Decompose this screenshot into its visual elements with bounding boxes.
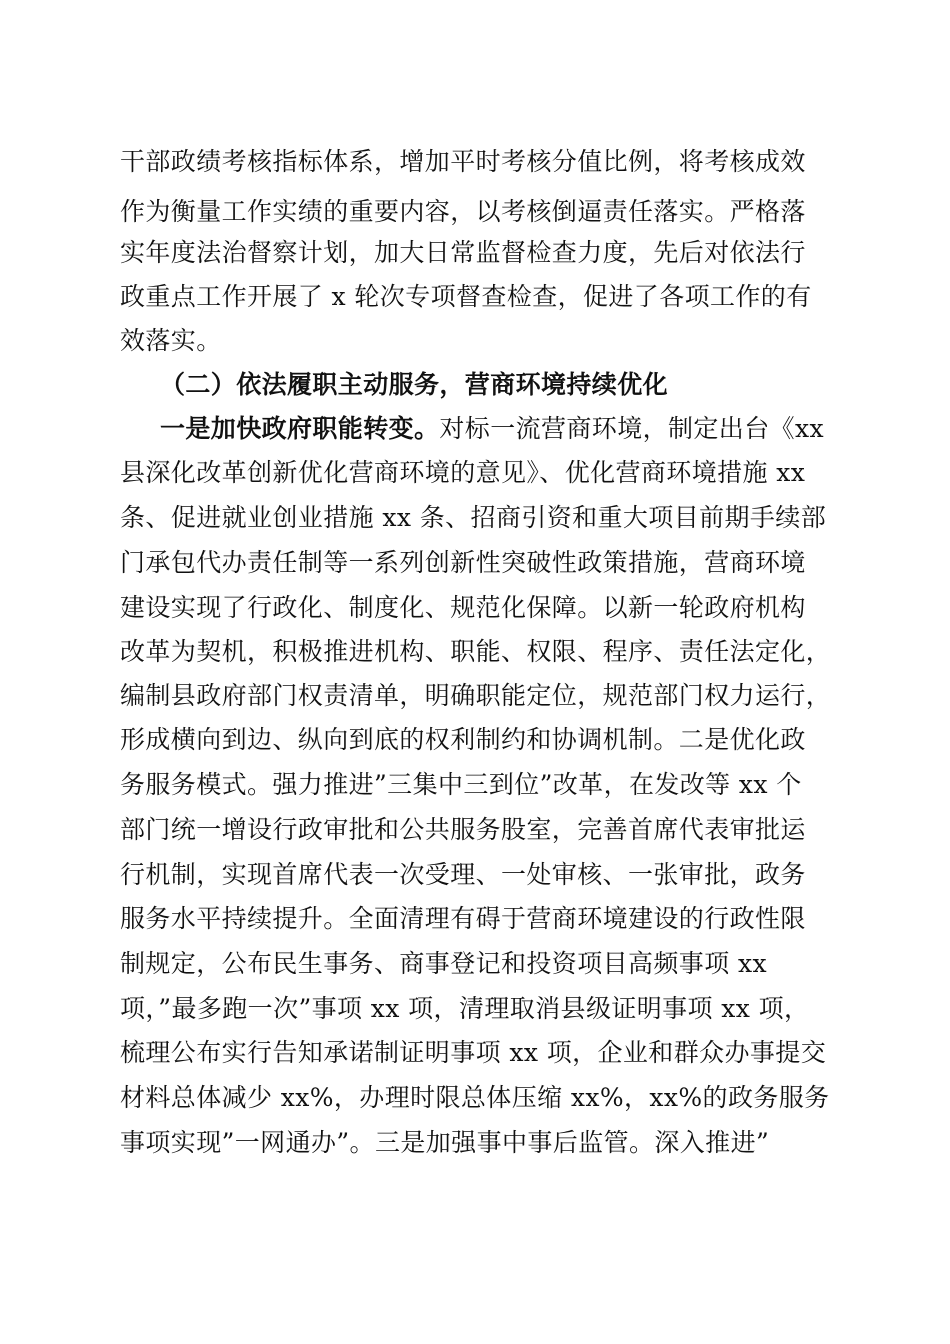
body-text-line: 编制县政府部门权责清单，明确职能定位，规范部门权力运行， — [120, 681, 832, 710]
body-text-line: 梳理公布实行告知承诺制证明事项 xx 项，企业和群众办事提交 — [120, 1038, 827, 1067]
lead-phrase: 一是加快政府职能转变。 — [160, 414, 440, 443]
body-text-line: 实年度法治督察计划，加大日常监督检查力度，先后对依法行 — [120, 238, 806, 267]
body-text-line — [160, 414, 824, 444]
body-text-line: 建设实现了行政化、制度化、规范化保障。以新一轮政府机构 — [120, 593, 806, 622]
section-heading: （二）依法履职主动服务，营商环境持续优化 — [160, 370, 669, 399]
body-text-line: 县深化改革创新优化营商环境的意见》、优化营商环境措施 xx — [120, 458, 806, 487]
body-text-line: 部门统一增设行政审批和公共服务股室，完善首席代表审批运 — [120, 815, 806, 844]
body-text-line: 改革为契机，积极推进机构、职能、权限、程序、责任法定化， — [120, 637, 832, 666]
body-text-line: 条、促进就业创业措施 xx 条、招商引资和重大项目前期手续部 — [120, 503, 827, 532]
body-text-line: 务服务模式。强力推进”三集中三到位”改革，在发改等 xx 个 — [120, 770, 802, 799]
body-text-continuation: 对标一流营商环境，制定出台《xx — [439, 414, 825, 443]
body-text-line: 服务水平持续提升。全面清理有碍于营商环境建设的行政性限 — [120, 904, 806, 933]
body-text-line: 行机制，实现首席代表一次受理、一处审核、一张审批，政务 — [120, 860, 806, 889]
body-text-line: 项，”最多跑一次”事项 xx 项，清理取消县级证明事项 xx 项， — [120, 994, 810, 1023]
body-text-line: 效落实。 — [120, 326, 222, 355]
body-text-line: 门承包代办责任制等一系列创新性突破性政策措施，营商环境 — [120, 548, 806, 577]
body-text-line: 材料总体减少 xx%，办理时限总体压缩 xx%，xx%的政务服务 — [120, 1083, 830, 1112]
body-text-line: 制规定，公布民生事务、商事登记和投资项目高频事项 xx — [120, 949, 767, 978]
body-text-line: 事项实现”一网通办”。三是加强事中事后监管。深入推进” — [120, 1128, 770, 1157]
body-text-line: 政重点工作开展了 x 轮次专项督查检查，促进了各项工作的有 — [120, 282, 812, 311]
body-text-line: 作为衡量工作实绩的重要内容，以考核倒逼责任落实。严格落 — [120, 197, 806, 226]
body-text-line: 干部政绩考核指标体系，增加平时考核分值比例，将考核成效 — [120, 147, 806, 176]
body-text-line: 形成横向到边、纵向到底的权利制约和协调机制。二是优化政 — [120, 725, 806, 754]
